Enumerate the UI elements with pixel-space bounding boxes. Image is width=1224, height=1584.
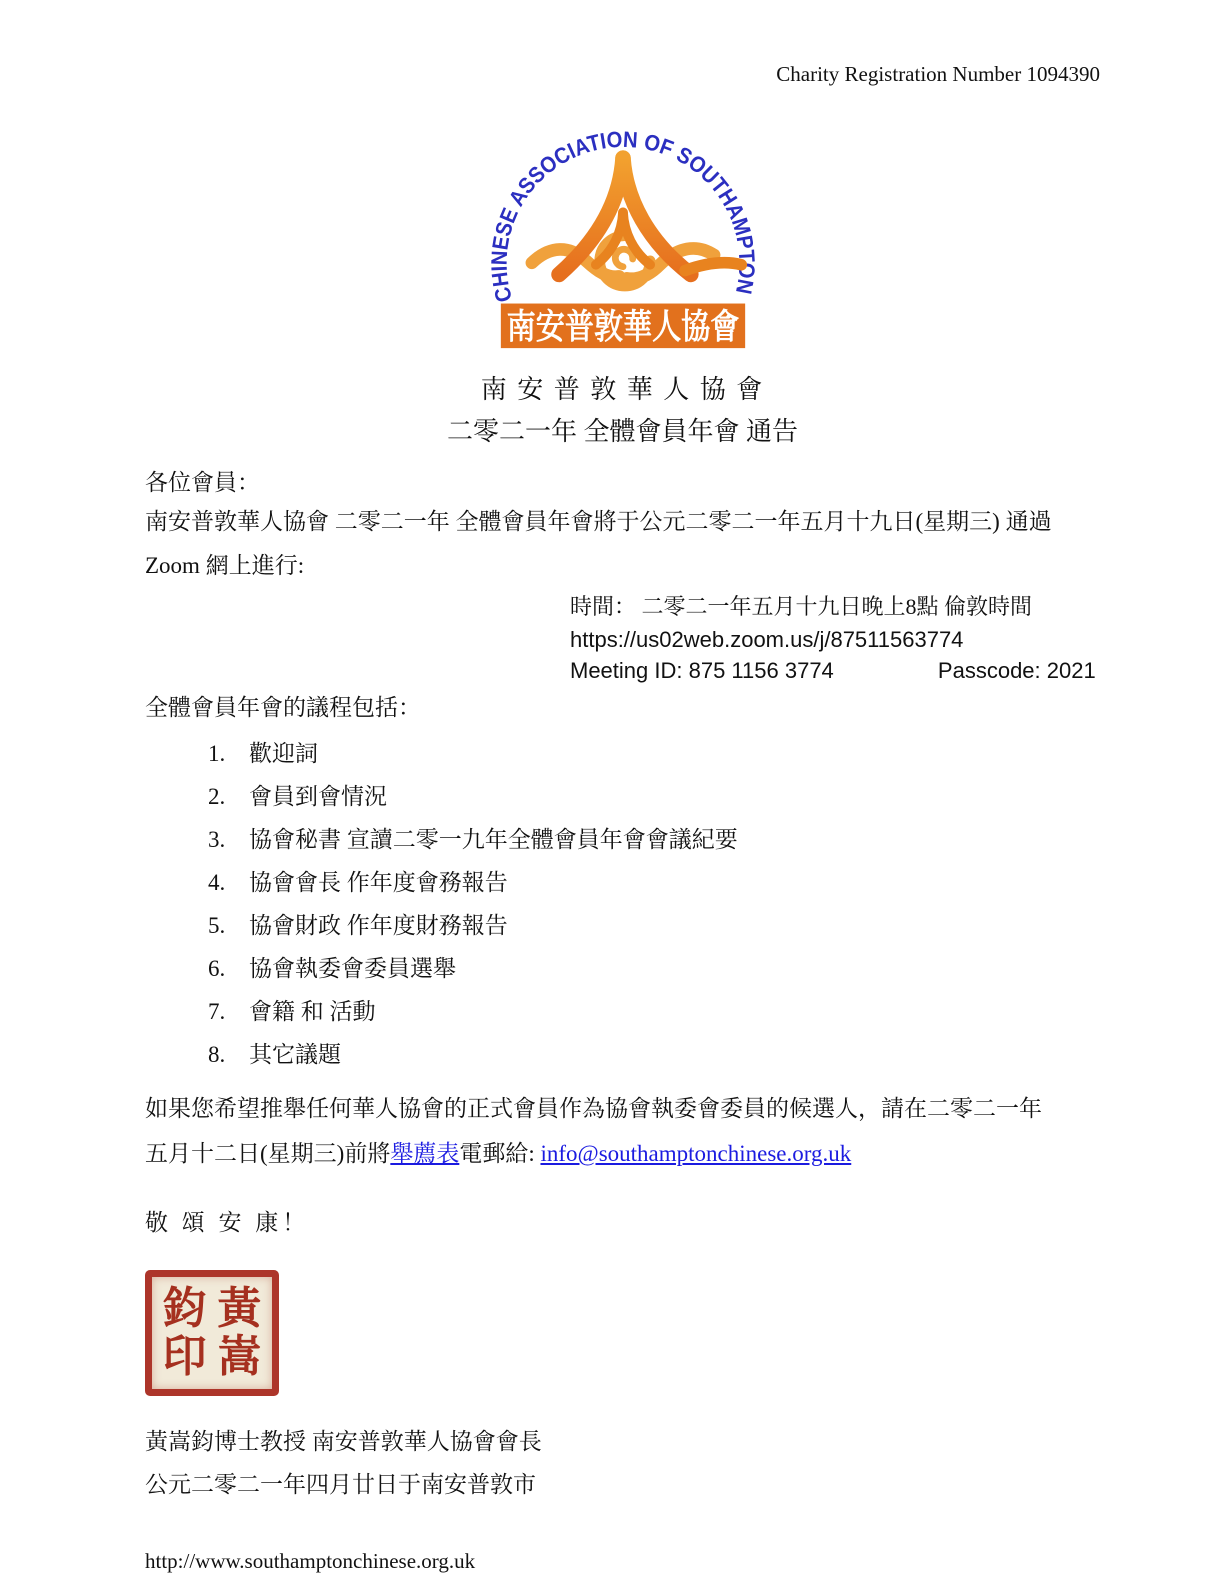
email-link[interactable]: info@southamptonchinese.org.uk [540, 1141, 852, 1166]
agenda-item-4 [208, 861, 1100, 904]
signature-block [145, 1420, 1100, 1506]
document-title-line1: 南 安 普 敦 華 人 協 會 [480, 375, 765, 404]
intro-line1: 南安普敦華人協會 二零二一年 全體會員年會將于公元二零二一年五月十九日(星期三) 通過 [145, 509, 1052, 534]
agenda-item-text: 協會會長 作年度會務報告 [249, 870, 508, 895]
seal-char: 嵩 [217, 1332, 262, 1381]
nomination-line2-middle: 電郵給: [459, 1141, 541, 1166]
seal-char: 鈞 [162, 1283, 207, 1333]
footer-url: http://www.southamptonchinese.org.uk [145, 1549, 476, 1573]
agenda-item-text: 協會執委會委員選舉 [249, 956, 456, 981]
agenda-item-3 [208, 818, 1100, 861]
agenda-item-text: 會員到會情況 [249, 784, 387, 809]
passcode: Passcode: 2021 [937, 658, 1096, 683]
zoom-link-text: https://us02web.zoom.us/j/87511563774 [570, 627, 964, 652]
logo-banner-text: 南安普敦華人協會 [506, 307, 769, 347]
agenda-item-text: 協會財政 作年度財務報告 [249, 913, 508, 938]
agenda-item-7 [208, 990, 1100, 1033]
agenda-item-8 [208, 1033, 1100, 1076]
charity-registration-number: Charity Registration Number 1094390 [776, 62, 1100, 86]
meeting-id: Meeting ID: 875 1156 3774 [570, 658, 834, 683]
meeting-details [570, 590, 1100, 686]
agenda-item-text: 協會秘書 宣讀二零一九年全體會員年會會議紀要 [249, 827, 738, 852]
signature-seal [145, 1270, 279, 1396]
agenda-item-6 [208, 947, 1100, 990]
seal-right-column [217, 1285, 261, 1382]
logo-arc-text: CHINESE ASSOCIATION OF SOUTHAMPTON [485, 126, 760, 305]
agenda-list [208, 732, 1100, 1076]
agenda-item-text: 歡迎詞 [249, 741, 318, 766]
agenda-heading: 全體會員年會的議程包括： [145, 695, 421, 720]
association-logo-graphic [477, 98, 769, 352]
seal-char: 印 [162, 1332, 207, 1381]
meeting-id-row [570, 655, 1100, 686]
salutation: 各位會員： [145, 470, 260, 495]
signature-line1: 黃嵩鈞博士教授 南安普敦華人協會會長 [145, 1429, 542, 1454]
nomination-paragraph [145, 1086, 1100, 1176]
agenda-item-2 [208, 775, 1100, 818]
document-title-line2: 二零二一年 全體會員年會 通告 [446, 417, 798, 446]
meeting-time-line: 時間： 二零二一年五月十九日晚上8點 倫敦時間 [570, 594, 1033, 619]
nomination-form-link[interactable]: 舉薦表 [390, 1141, 460, 1166]
intro-line2: Zoom 網上進行: [145, 553, 305, 578]
agenda-item-text: 其它議題 [249, 1042, 341, 1067]
agenda-item-text: 會籍 和 活動 [249, 999, 376, 1024]
signature-line2: 公元二零二一年四月廿日于南安普敦市 [145, 1472, 536, 1497]
agenda-item-1 [208, 732, 1100, 775]
nomination-line2-prefix: 五月十二日(星期三)前將 [145, 1141, 391, 1166]
seal-char: 黃 [217, 1283, 262, 1333]
nomination-line1: 如果您希望推舉任何華人協會的正式會員作為協會執委會委員的候選人，請在二零二一年 [145, 1096, 1042, 1121]
agenda-item-5 [208, 904, 1100, 947]
seal-left-column [163, 1285, 207, 1382]
closing-greeting: 敬 頌 安 康！ [145, 1210, 310, 1235]
nomination-line2 [145, 1131, 1100, 1176]
association-logo [145, 98, 1100, 352]
